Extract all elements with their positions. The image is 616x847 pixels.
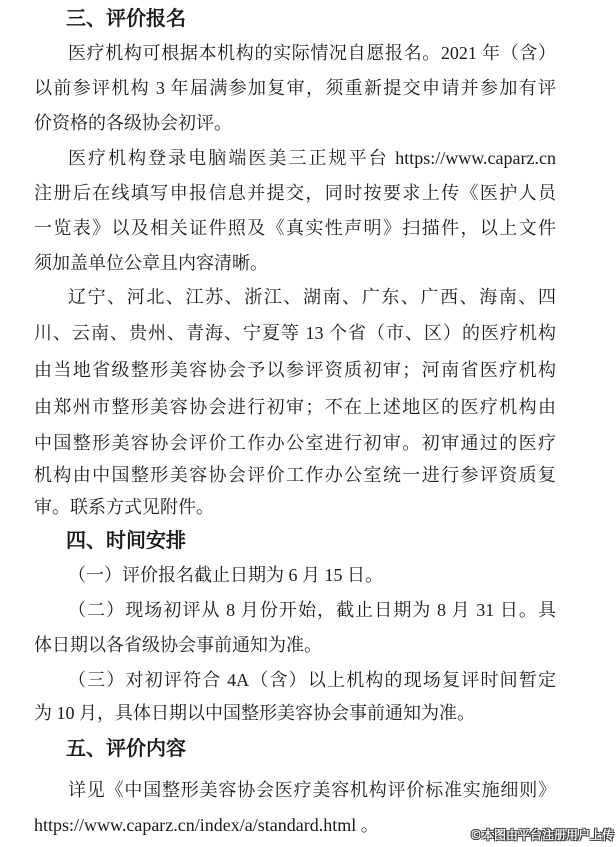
paragraph-line: 机构由中国整形美容协会评价工作办公室统一进行参评资质复	[34, 465, 556, 485]
paragraph-line: 辽宁、河北、江苏、浙江、湖南、广东、广西、海南、四	[68, 287, 556, 307]
paragraph-line: （二）现场初评从 8 月份开始，截止日期为 8 月 31 日。具	[68, 600, 556, 620]
paragraph-line: 须加盖单位公章且内容清晰。	[34, 253, 268, 273]
paragraph-line: 川、云南、贵州、青海、宁夏等 13 个省（市、区）的医疗机构	[34, 323, 556, 343]
section-heading: 五、评价内容	[66, 736, 186, 760]
paragraph-line: 价资格的各级协会初评。	[34, 113, 232, 133]
paragraph-line: 由郑州市整形美容协会进行初审；不在上述地区的医疗机构由	[34, 397, 556, 417]
paragraph-line: 注册后在线填写申报信息并提交，同时按要求上传《医护人员	[34, 183, 556, 203]
paragraph-line: 详见《中国整形美容协会医疗美容机构评价标准实施细则》	[68, 780, 556, 800]
watermark: ©本图由平台注册用户上传	[469, 828, 614, 842]
paragraph-line: 医疗机构可根据本机构的实际情况自愿报名。2021 年（含）	[68, 43, 556, 63]
paragraph-line: 一览表》以及相关证件照及《真实性声明》扫描件，以上文件	[34, 218, 556, 238]
paragraph-line: 体日期以各省级协会事前通知为准。	[34, 635, 322, 655]
section-heading: 三、评价报名	[66, 6, 186, 30]
paragraph-line: 中国整形美容协会评价工作办公室进行初审。初审通过的医疗	[34, 433, 556, 453]
standard-link: https://www.caparz.cn/index/a/standard.html 。	[34, 815, 379, 835]
paragraph-line: 由当地省级整形美容协会予以参评资质初审；河南省医疗机构	[34, 360, 556, 380]
paragraph-line: 医疗机构登录电脑端医美三正规平台 https://www.caparz.cn	[68, 148, 556, 168]
paragraph-line: 以前参评机构 3 年届满参加复审，须重新提交申请并参加有评	[34, 78, 556, 98]
paragraph-line: 审。联系方式见附件。	[34, 497, 214, 517]
paragraph-line: （三）对初评符合 4A（含）以上机构的现场复评时间暂定	[68, 670, 556, 690]
section-heading: 四、时间安排	[66, 528, 186, 552]
paragraph-line: （一）评价报名截止日期为 6 月 15 日。	[68, 565, 383, 585]
paragraph-line: 为 10 月，具体日期以中国整形美容协会事前通知为准。	[34, 703, 475, 723]
